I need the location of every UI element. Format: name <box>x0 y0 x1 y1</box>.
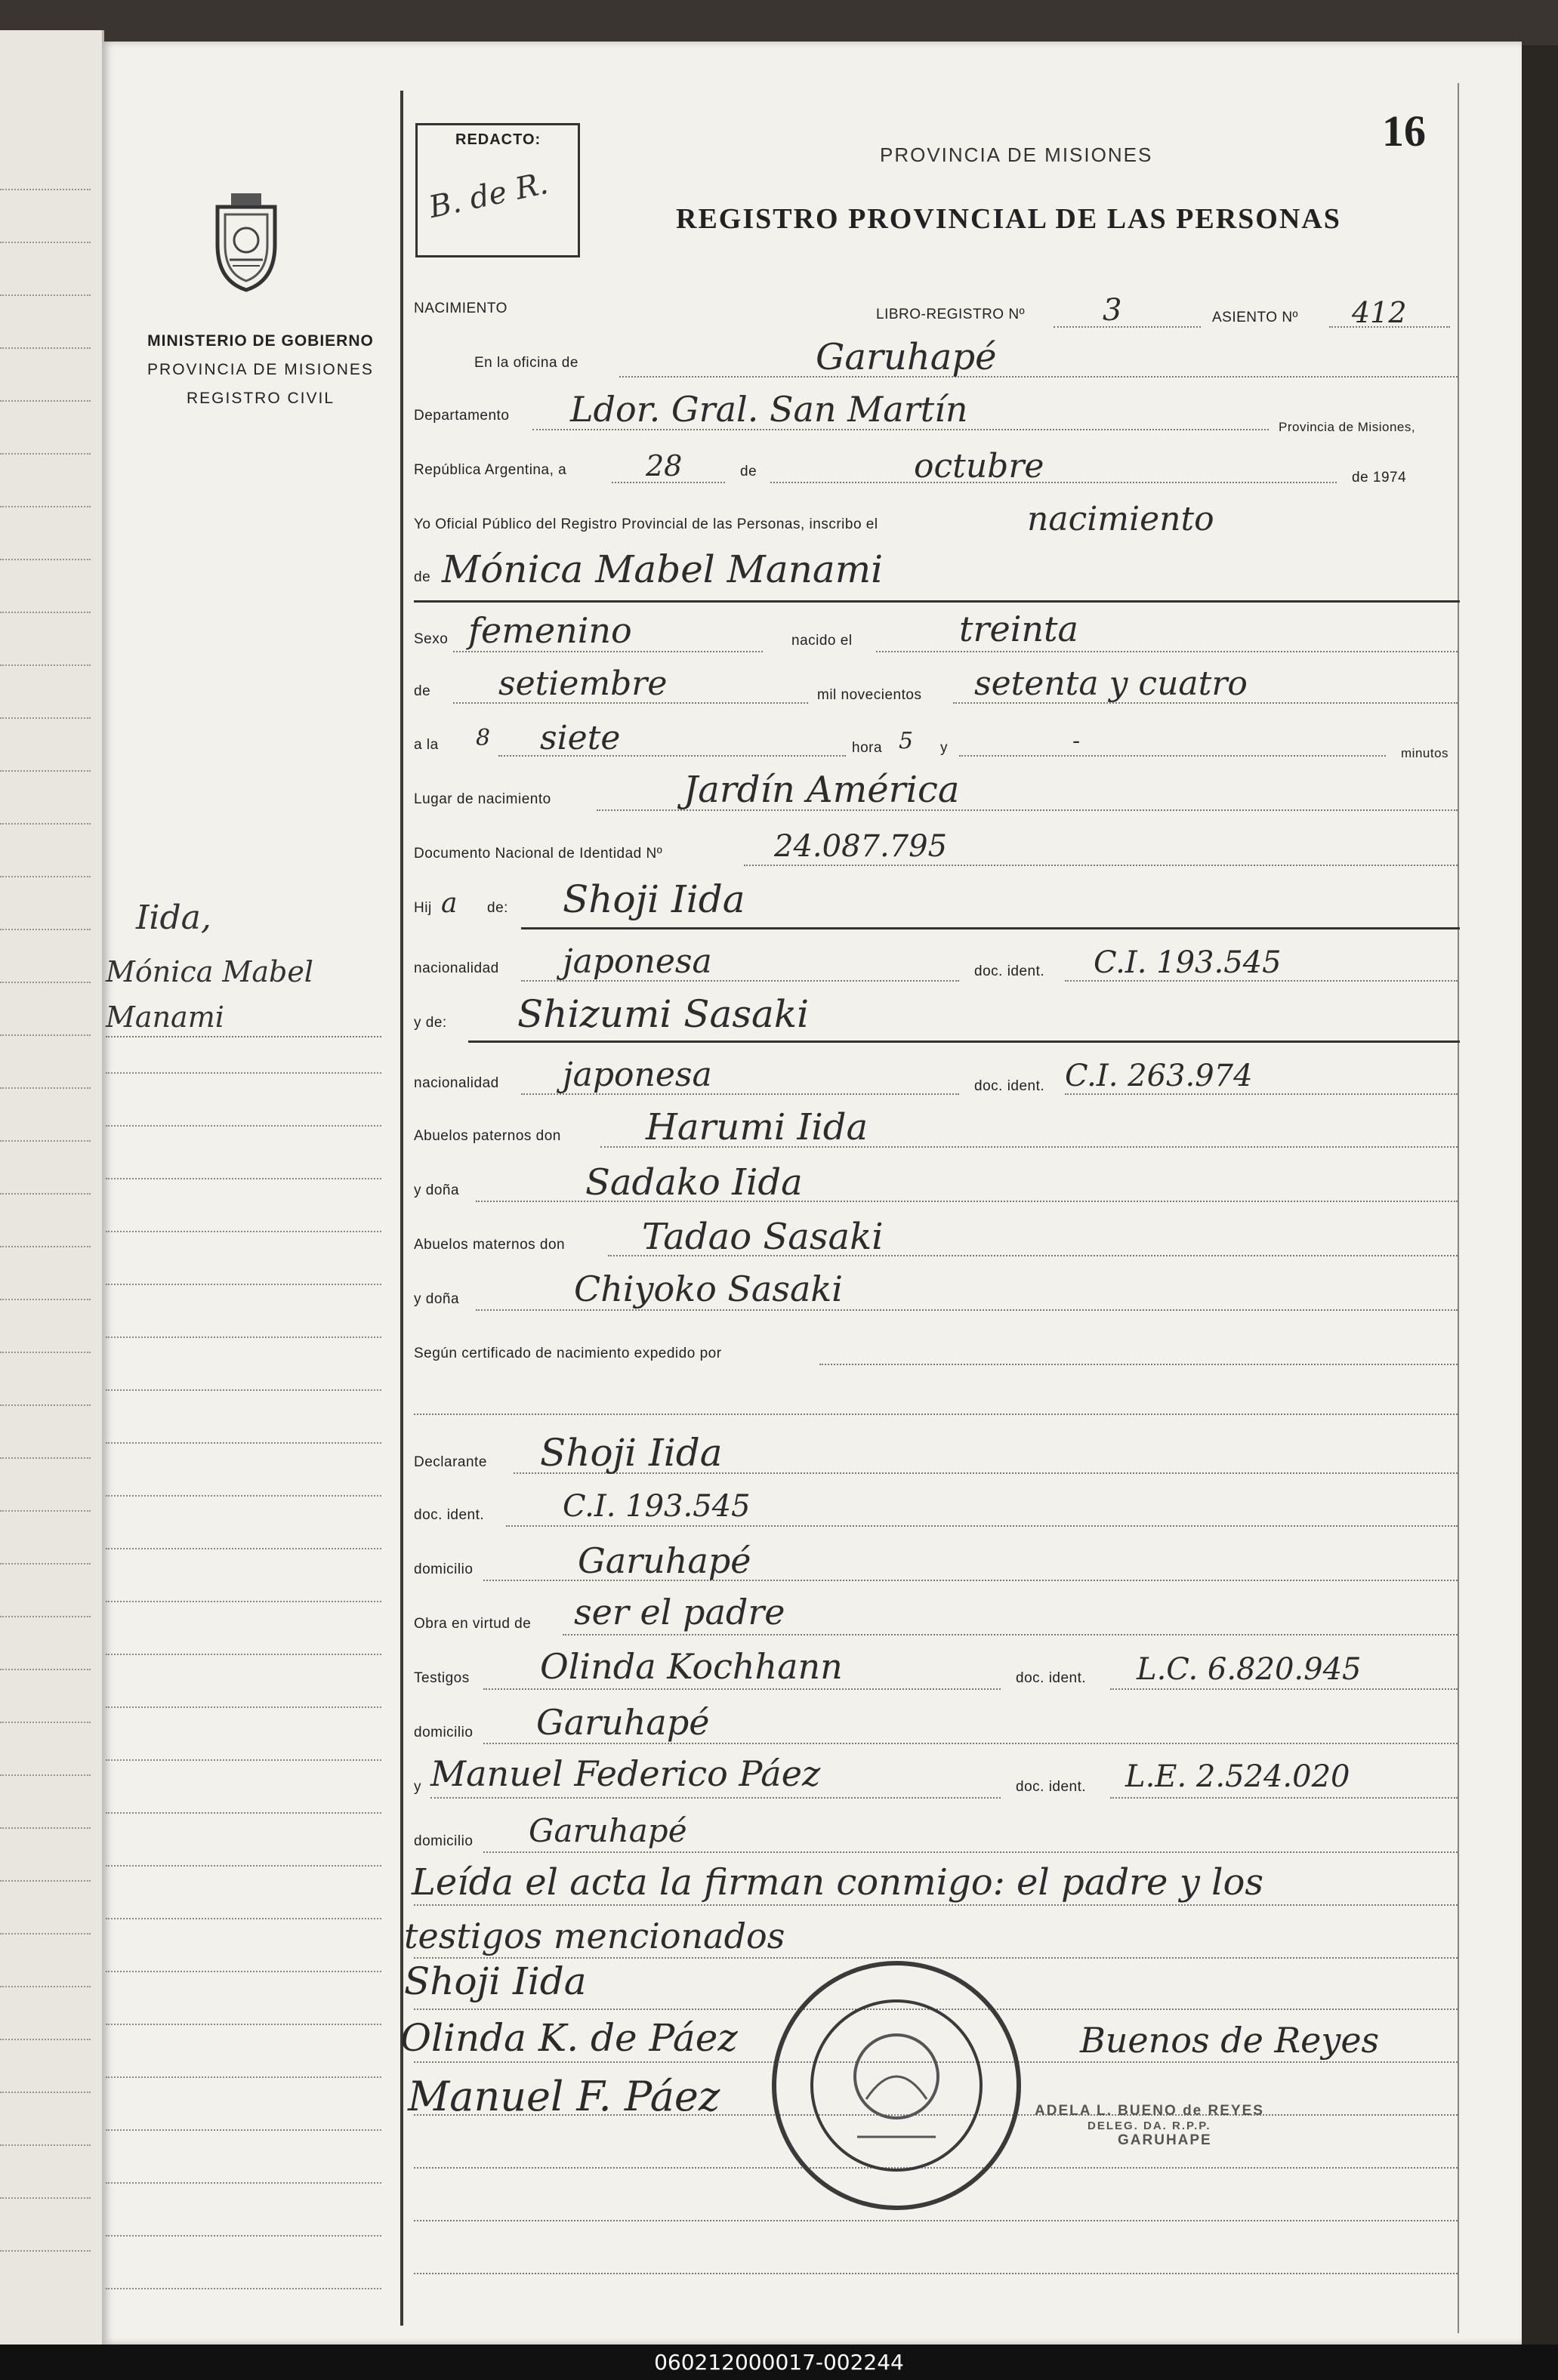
testigo2-value: Manuel Federico Páez <box>430 1753 821 1794</box>
redacto-label: REDACTO: <box>455 131 541 148</box>
year-label: de 1974 <box>1352 470 1407 486</box>
asiento-value: 412 <box>1352 296 1407 329</box>
hora-value: 5 <box>899 728 914 754</box>
page-number: 16 <box>1382 106 1426 156</box>
margin-note-surname: Iida, <box>136 899 211 937</box>
stamp-official-place: GARUHAPE <box>1118 2132 1212 2148</box>
signature-witness2: Manuel F. Páez <box>408 2073 720 2120</box>
nacido-mes-value: setiembre <box>498 664 668 703</box>
libro-label: LIBRO-REGISTRO Nº <box>876 307 1026 322</box>
segun-label: Según certificado de nacimiento expedido por <box>414 1346 722 1361</box>
doc-ident-label: doc. ident. <box>974 963 1045 979</box>
departamento-value: Ldor. Gral. San Martín <box>570 389 968 430</box>
obra-value: ser el padre <box>574 1592 785 1632</box>
domicilio3-label: domicilio <box>414 1833 474 1849</box>
obra-label: Obra en virtud de <box>414 1616 532 1632</box>
official-stamp-icon <box>767 1956 1027 2216</box>
declarante-value: Shoji Iida <box>540 1431 723 1475</box>
hija-de-label: de: <box>487 900 508 916</box>
y-de-label: y de: <box>414 1015 447 1031</box>
a-la-num-value: 8 <box>476 725 491 751</box>
doc-padre-value: C.I. 193.545 <box>1094 945 1282 980</box>
margin-note-name2: Manami <box>106 1000 224 1034</box>
lugar-label: Lugar de nacimiento <box>414 791 551 807</box>
stamp-official-name: ADELA L. BUENO de REYES <box>1035 2103 1264 2119</box>
closing-line1: Leída el acta la firman conmigo: el padre y los <box>412 1861 1263 1904</box>
doc-ident4-label: doc. ident. <box>1016 1670 1087 1686</box>
a-la-text-value: siete <box>540 719 621 757</box>
domicilio-label: domicilio <box>414 1561 474 1577</box>
abuelo-mat-value: Tadao Sasaki <box>642 1216 884 1258</box>
signature-witness1: Olinda K. de Páez <box>400 2016 738 2060</box>
nacimiento-label: NACIMIENTO <box>414 301 508 316</box>
ministry-name: MINISTERIO DE GOBIERNO <box>147 332 374 350</box>
oficina-label: En la oficina de <box>474 355 578 371</box>
testigo2-doc-value: L.E. 2.524.020 <box>1125 1759 1350 1794</box>
decl-doc-value: C.I. 193.545 <box>563 1489 751 1524</box>
lugar-value: Jardín América <box>683 769 960 811</box>
facing-page <box>0 30 104 2345</box>
registry-title: REGISTRO PROVINCIAL DE LAS PERSONAS <box>676 203 1341 235</box>
minutos-label: minutos <box>1401 746 1449 760</box>
de-label: de <box>740 464 757 479</box>
book-top-edge <box>0 0 1558 45</box>
abuela-mat-value: Chiyoko Sasaki <box>574 1269 843 1309</box>
nombre-value: Mónica Mabel Manami <box>442 547 884 591</box>
a-la-label: a la <box>414 737 439 753</box>
yo-oficial-label: Yo Oficial Público del Registro Provincial de las Personas, inscribo el <box>414 516 878 532</box>
dia-value: 28 <box>646 449 683 482</box>
doc-ident5-label: doc. ident. <box>1016 1779 1087 1795</box>
nacionalidad-label: nacionalidad <box>414 960 499 976</box>
departamento-label: Departamento <box>414 408 510 424</box>
abuela-pat-value: Sadako Iida <box>585 1161 803 1204</box>
asiento-label: ASIENTO Nº <box>1212 310 1298 325</box>
minutos-value: - <box>1072 728 1081 754</box>
redacto-value: B. de R. <box>425 165 551 226</box>
de2-label: de <box>414 683 431 699</box>
nacido-label: nacido el <box>791 633 853 649</box>
testigo1-value: Olinda Kochhann <box>540 1646 843 1687</box>
hija-label: Hij <box>414 900 432 916</box>
mes-value: octubre <box>914 447 1044 486</box>
doc-madre-value: C.I. 263.974 <box>1065 1059 1253 1093</box>
testigo1-doc-value: L.C. 6.820.945 <box>1137 1652 1362 1687</box>
ministry-province: PROVINCIA DE MISIONES <box>147 361 374 378</box>
nacionalidad2-label: nacionalidad <box>414 1075 499 1091</box>
hora-label: hora <box>852 740 883 756</box>
ministry-block <box>132 332 389 408</box>
dni-label: Documento Nacional de Identidad Nº <box>414 846 663 862</box>
testigo2-dom-value: Garuhapé <box>529 1812 687 1849</box>
mil-label: mil novecientos <box>817 687 922 703</box>
hija-letter-value: a <box>441 888 458 919</box>
nacido-dia-value: treinta <box>959 609 1078 649</box>
testigos-label: Testigos <box>414 1670 470 1686</box>
official-stamp-text <box>1035 2103 1264 2149</box>
y-testigo-label: y <box>414 1779 421 1795</box>
stamp-official-role: DELEG. DA. R.P.P. <box>1088 2119 1211 2132</box>
declarante-label: Declarante <box>414 1454 487 1470</box>
abuelo-pat-value: Harumi Iida <box>646 1106 868 1148</box>
y-dona2-label: y doña <box>414 1291 460 1307</box>
republica-label: República Argentina, a <box>414 462 567 478</box>
acta-tipo-value: nacimiento <box>1027 500 1214 538</box>
abuelos-pat-label: Abuelos paternos don <box>414 1128 561 1144</box>
doc-ident2-label: doc. ident. <box>974 1078 1045 1094</box>
decl-dom-value: Garuhapé <box>578 1540 751 1581</box>
provincia-label: Provincia de Misiones, <box>1279 420 1416 434</box>
signature-official: Buenos de Reyes <box>1080 2020 1380 2061</box>
y-label: y <box>940 740 948 756</box>
signature-father: Shoji Iida <box>404 1959 587 2003</box>
nac-padre-value: japonesa <box>563 942 712 981</box>
de-name-label: de <box>414 569 431 585</box>
province-header: PROVINCIA DE MISIONES <box>880 143 1153 166</box>
domicilio2-label: domicilio <box>414 1725 474 1740</box>
abuelos-mat-label: Abuelos maternos don <box>414 1237 566 1253</box>
provincial-seal-icon <box>202 190 290 293</box>
madre-value: Shizumi Sasaki <box>517 992 810 1036</box>
doc-ident3-label: doc. ident. <box>414 1507 485 1523</box>
y-dona-label: y doña <box>414 1182 460 1198</box>
padre-value: Shoji Iida <box>563 877 745 921</box>
margin-divider <box>400 91 403 2326</box>
right-border <box>1458 83 1459 2333</box>
sexo-label: Sexo <box>414 631 449 647</box>
dni-value: 24.087.795 <box>774 829 948 864</box>
image-id: 060212000017-002244 <box>654 2350 904 2375</box>
closing-line2: testigos mencionados <box>404 1916 785 1956</box>
testigo1-dom-value: Garuhapé <box>536 1702 710 1743</box>
nac-madre-value: japonesa <box>563 1056 712 1094</box>
oficina-value: Garuhapé <box>816 336 997 378</box>
nacido-anio-value: setenta y cuatro <box>974 664 1248 703</box>
ministry-registry: REGISTRO CIVIL <box>186 390 335 407</box>
margin-note-name: Mónica Mabel <box>106 955 313 988</box>
libro-value: 3 <box>1103 293 1122 328</box>
redacto-box <box>415 123 580 257</box>
sexo-value: femenino <box>468 610 632 651</box>
